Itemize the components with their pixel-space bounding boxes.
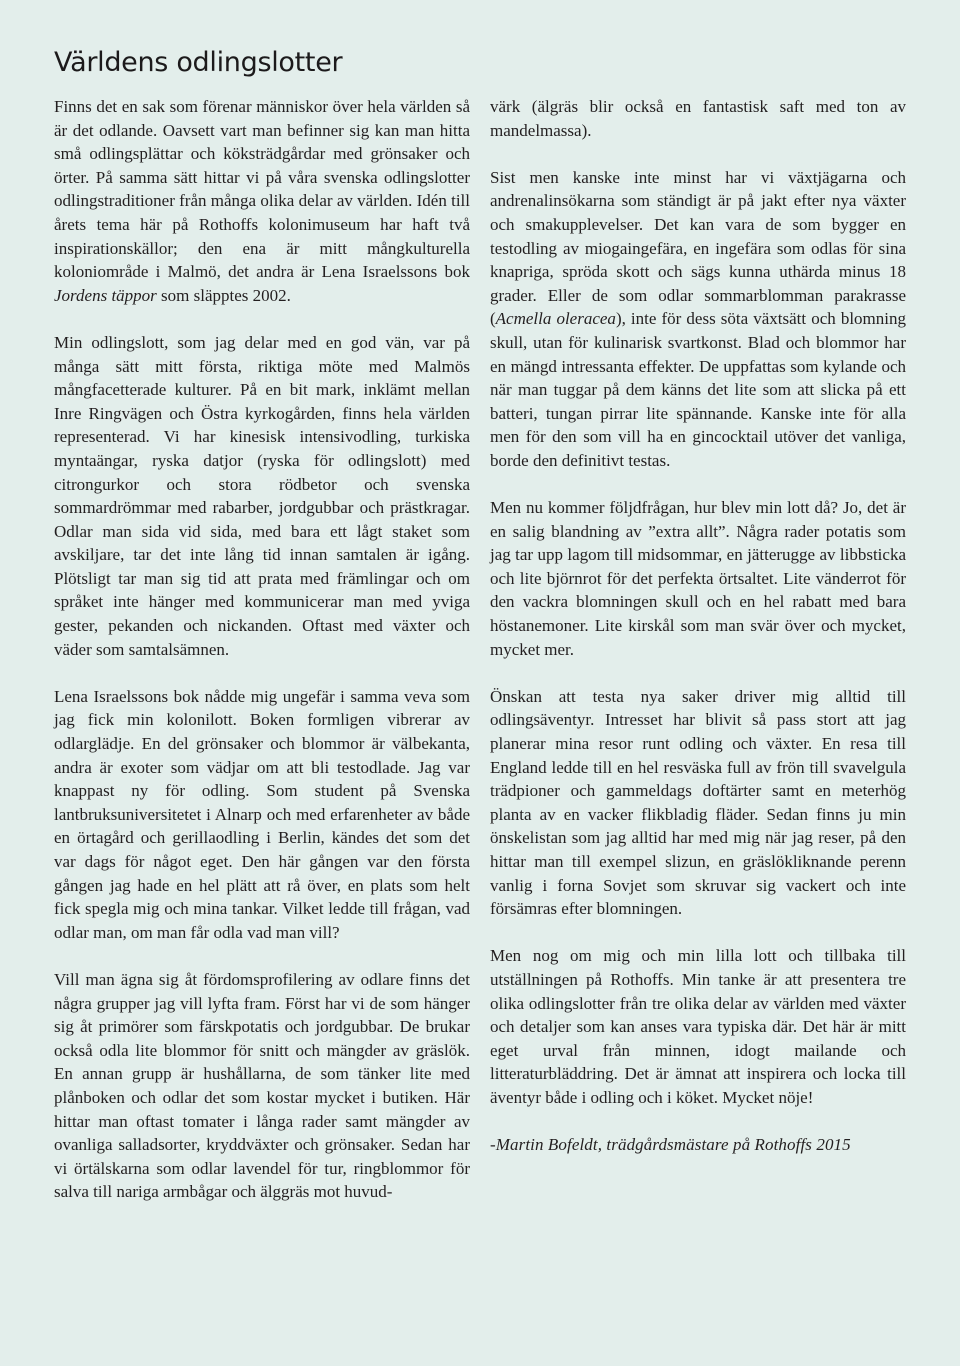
left-column — [54, 95, 470, 1204]
paragraph-text: ), inte för dess söta växtsätt och blomning skull, utan för kulinarisk svartkonst. Blad och blommor har en mängd intressanta effekter. De uppfattas som kylande och när man tuggar på dem känns det lite som att slicka på ett batteri, tungan pirrar lite spännande. Kanske inte för alla men för den som vill ha en gincocktail utöver det vanliga, borde den definitivt testas. — [490, 309, 906, 470]
paragraph — [54, 95, 470, 307]
paragraph: Men nog om mig och min lilla lott och tillbaka till utställningen på Rothoffs. Min tanke är att presentera tre olika odlingslotter från tre olika delar av världen med växter och detaljer som kan anses vara typiska där. Det här är mitt eget urval från minnen, idogt mailande och litteraturbläddring. Det är ämnat att inspirera och locka till äventyr både i odling och i köket. Mycket nöje! — [490, 946, 906, 1107]
paragraph: Men nu kommer följdfrågan, hur blev min lott då? Jo, det är en salig blandning av ”extra allt”. Några rader potatis som jag tar upp lagom till midsommar, en jätterugge av libbsticka och lite björnrot för det perfekta örtsaltet. Lite vänderrot för den vackra blomningen skull och en hel rabatt med bara höstanemoner. Lite kirskål som man svär över och mycket, mycket mer. — [490, 498, 906, 659]
paragraph: Min odlingslott, som jag delar med en god vän, var på många sätt mitt första, riktiga möte med Malmös mångfacetterade kulturer. På en bit mark, inklämt mellan Inre Ringvägen och Östra kyrkogården, finns hela världen representerad. Vi har kinesisk intensivodling, turkiska myntaängar, ryska datjor (ryska för odlingslott) med citrongurkor och stora rödbetor och svenska sommardrömmar med rabarber, jordgubbar och prästkragar. Odlar man sida vid sida, med bara ett lågt staket som avskiljare, tar det inte lång tid innan samtalen är igång. Plötsligt tar man sig tid att prata med främlingar och om språket inte hänger med kommunicerar man med yviga gester, pekanden och nickanden. Oftast med växter och väder som samtalsämnen. — [54, 332, 470, 659]
latin-name: Acmella oleracea — [495, 309, 616, 329]
paragraph-text: Finns det en sak som förenar människor över hela världen så är det odlande. Oavsett vart man befinner sig kan man hitta små odlingsplättar och köksträdgårdar med grönsaker och örter. På samma sätt hittar vi på våra svenska odlingslotter odlingstraditioner från många olika delar av världen. Idén till årets tema här på Rothoffs kolonimuseum har haft två inspirationskällor; den ena är mitt mångkulturella koloniområde i Malmö, det andra är Lena Israelssons bok — [54, 97, 470, 282]
book-title: Jordens täppor — [54, 285, 157, 305]
paragraph: Önskan att testa nya saker driver mig alltid till odlingsäventyr. Intresset har blivit så pass stort att jag planerar mina resor runt odling och växter. En resa till England ledde till en hel resväska full av frön till svavelgula trädpioner och gammeldags doftärter samt en meterhög planta av en vacker flikbladig fläder. Sedan finns ju min önskelistan som jag alltid har med mig när jag reser, på den hittar man till exempel slizun, en gräslökliknande perenn vanlig i forna Sovjet som skruvar sig vackert och inte försämras efter blomningen. — [490, 686, 906, 919]
paragraph: Vill man ägna sig åt fördomsprofilering av odlare finns det några grupper jag vill lyfta fram. Först har vi de som hänger sig åt primörer som färskpotatis och jordgubbar. De brukar också odla lite blommor för snitt och mängder av gräslök. En annan grupp är hushållarna, de som tänker lite med plånboken och odlar det som kostar mycket i butiken. Här hittar man oftast tomater i långa rader samt mängder av ovanliga salladsorter, kryddväxter och grönsaker. Sedan har vi örtälskarna som odlar lavendel för tur, ringblommor för salva till nariga armbågar och älggräs mot huvud- — [54, 969, 470, 1202]
paragraph-text: Sist men kanske inte minst har vi växtjägarna och andrenalinsökarna som ständigt är på jakt efter nya växter och smakupplevelser. Det kan vara de som bygger en testodling av miogaingefära, en ingefära som odlas för sina knapriga, spröda skott och sägs kunna uthärda minus 18 grader. Eller de som odlar sommarblomman parakrasse ( — [490, 167, 906, 329]
paragraph: värk (älgräs blir också en fantastisk saft med ton av mandelmassa). — [490, 97, 906, 140]
paragraph — [490, 166, 906, 473]
paragraph-text: som släpptes 2002. — [156, 285, 291, 305]
right-column — [490, 95, 906, 1180]
paragraph: Lena Israelssons bok nådde mig ungefär i samma veva som jag fick min kolonilott. Boken formligen vibrerar av odlarglädje. En del grönsaker och blommor är välbekanta, andra är exoter som vädjar om att bli testodlade. Jag var knappast ny för odling. Som student på Svenska lantbruksuniversitetet i Alnarp och med erfarenheter av både en örtagård och gerillaodling i Berlin, kändes det som det var dags för något eget. Den här gången var den första gången jag hade en hel plätt att rå över, en plats som helt fick spegla mig och mina tankar. Vilket ledde till frågan, vad odlar man, om man får odla vad man vill? — [54, 686, 470, 942]
author-signature: -Martin Bofeldt, trädgårdsmästare på Rothoffs 2015 — [490, 1135, 851, 1155]
page-title: Världens odlingslotter — [54, 47, 343, 78]
